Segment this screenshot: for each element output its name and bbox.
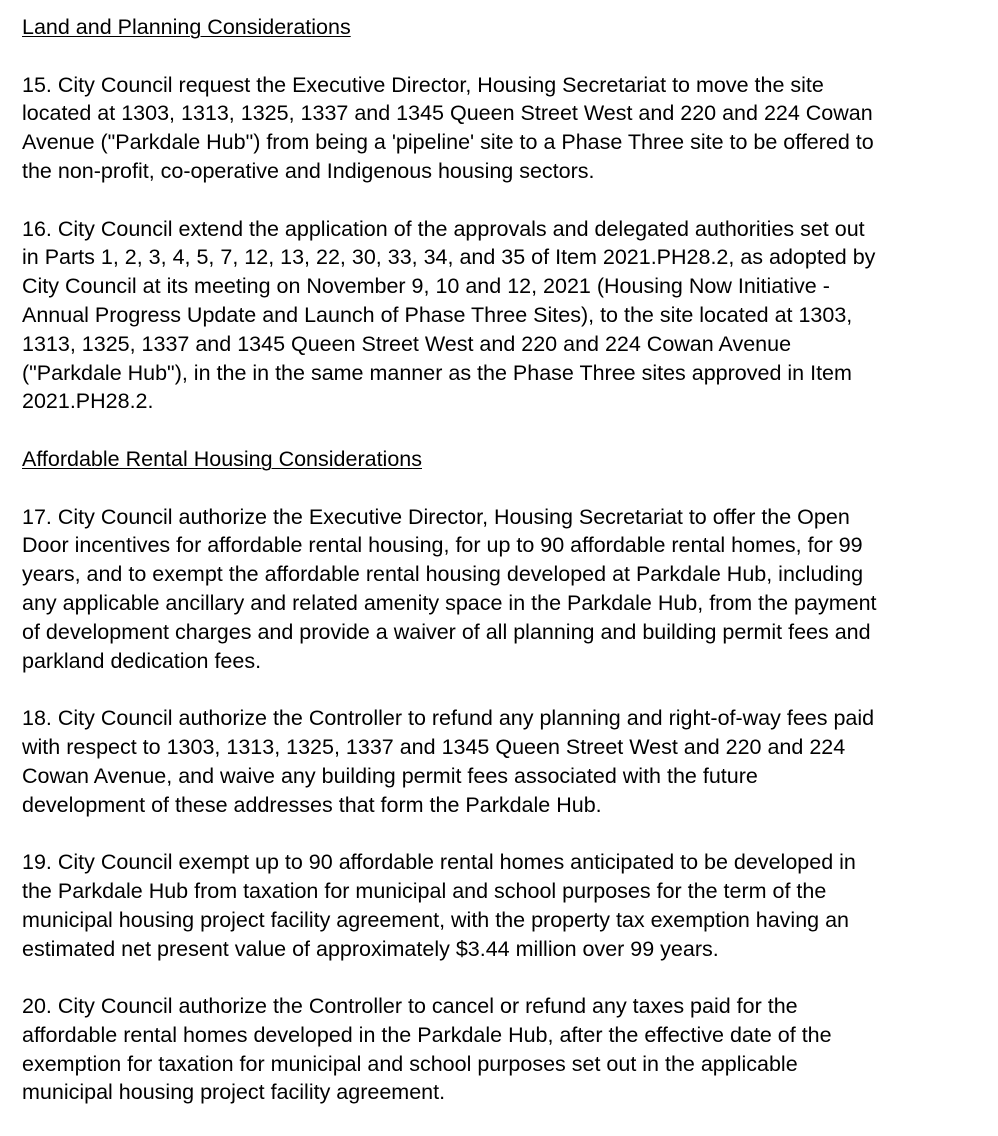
text-line: located at 1303, 1313, 1325, 1337 and 1345 Queen Street West and 220 and 224 Cowan (22, 101, 873, 126)
recommendation-20 (22, 992, 984, 1107)
text-line: the Parkdale Hub from taxation for municipal and school purposes for the term of the (22, 878, 827, 903)
text-line: City Council at its meeting on November 9, 10 and 12, 2021 (Housing Now Initiative - (22, 274, 830, 299)
text-line: of development charges and provide a waiver of all planning and building permit fees and (22, 619, 871, 644)
text-line: with respect to 1303, 1313, 1325, 1337 and 1345 Queen Street West and 220 and 224 (22, 734, 846, 759)
text-line: the non-profit, co-operative and Indigenous housing sectors. (22, 158, 595, 183)
text-line: any applicable ancillary and related amenity space in the Parkdale Hub, from the payment (22, 590, 877, 615)
text-line: development of these addresses that form the Parkdale Hub. (22, 792, 602, 817)
section-heading-land-planning: Land and Planning Considerations (22, 15, 351, 39)
text-line: years, and to exempt the affordable rental housing developed at Parkdale Hub, including (22, 562, 864, 587)
text-line: 16. City Council extend the application of the approvals and delegated authorities set out (22, 216, 865, 241)
text-line: exemption for taxation for municipal and school purposes set out in the applicable (22, 1051, 798, 1076)
recommendation-15 (22, 71, 984, 186)
text-line: 17. City Council authorize the Executive Director, Housing Secretariat to offer the Open (22, 504, 850, 529)
section-heading-affordable-rental: Affordable Rental Housing Considerations (22, 446, 422, 471)
text-line: 2021.PH28.2. (22, 389, 154, 414)
text-line: 18. City Council authorize the Controller to refund any planning and right-of-way fees paid (22, 706, 875, 731)
text-line: municipal housing project facility agreement. (22, 1080, 446, 1105)
text-line: 20. City Council authorize the Controller to cancel or refund any taxes paid for the (22, 994, 798, 1019)
recommendation-17 (22, 503, 984, 676)
text-line: municipal housing project facility agreement, with the property tax exemption having an (22, 907, 850, 932)
recommendation-16 (22, 215, 984, 417)
text-line: 15. City Council request the Executive Director, Housing Secretariat to move the site (22, 72, 824, 97)
text-line: parkland dedication fees. (22, 648, 262, 673)
text-line: affordable rental homes developed in the Parkdale Hub, after the effective date of the (22, 1022, 832, 1047)
text-line: Avenue ("Parkdale Hub") from being a 'pipeline' site to a Phase Three site to be offered to (22, 130, 874, 155)
recommendation-19 (22, 848, 984, 963)
text-line: Cowan Avenue, and waive any building permit fees associated with the future (22, 763, 758, 788)
text-line: Annual Progress Update and Launch of Phase Three Sites), to the site located at 1303, (22, 302, 853, 327)
text-line: Door incentives for affordable rental housing, for up to 90 affordable rental homes, for 99 (22, 533, 863, 558)
text-line: ("Parkdale Hub"), in the in the same manner as the Phase Three sites approved in Item (22, 360, 852, 385)
recommendation-18 (22, 704, 984, 819)
text-line: in Parts 1, 2, 3, 4, 5, 7, 12, 13, 22, 30, 33, 34, and 35 of Item 2021.PH28.2, as adopted by (22, 245, 876, 270)
text-line: 1313, 1325, 1337 and 1345 Queen Street West and 220 and 224 Cowan Avenue (22, 331, 792, 356)
text-line: 19. City Council exempt up to 90 affordable rental homes anticipated to be developed in (22, 850, 856, 875)
text-line: estimated net present value of approximately $3.44 million over 99 years. (22, 936, 719, 961)
document-body (22, 13, 984, 1136)
